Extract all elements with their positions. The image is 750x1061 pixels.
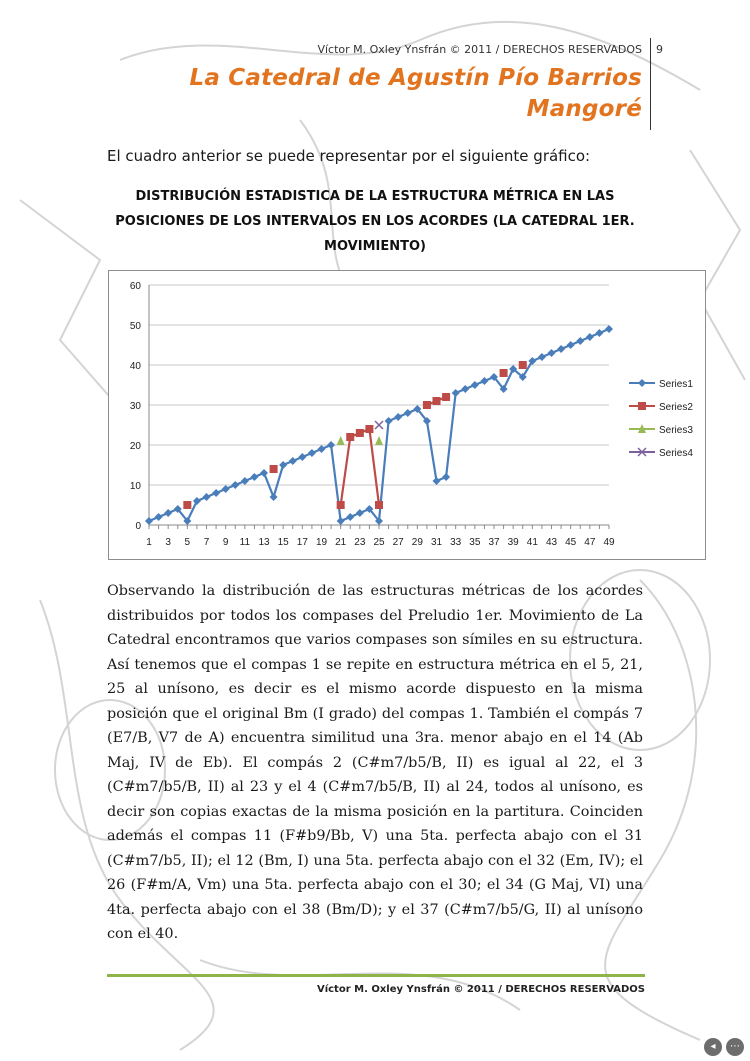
footer-copyright: Víctor M. Oxley Ynsfrán © 2011 / DERECHOS RESERVADOS [316, 984, 645, 995]
x-tick-label: 21 [335, 537, 347, 548]
data-point-series1 [605, 325, 613, 333]
page-number: 9 [656, 43, 663, 56]
y-tick-label: 0 [135, 521, 141, 532]
data-point-series1 [356, 509, 364, 517]
document-title-line1: La Catedral de Agustín Pío Barrios [189, 65, 642, 91]
x-tick-label: 33 [450, 537, 462, 548]
y-tick-label: 10 [129, 481, 141, 492]
data-point-series1 [250, 473, 258, 481]
data-point-series1 [298, 453, 306, 461]
previous-page-icon[interactable]: ◂ [704, 1038, 722, 1056]
line-chart [109, 271, 705, 559]
footer-divider [107, 974, 645, 977]
data-point-series2 [442, 393, 450, 401]
data-point-series1 [145, 517, 153, 525]
x-tick-label: 1 [146, 537, 152, 548]
data-point-series2 [183, 501, 191, 509]
data-point-series1 [318, 445, 326, 453]
data-point-series1 [404, 409, 412, 417]
data-point-series1 [471, 381, 479, 389]
document-title-line2: Mangoré [526, 96, 642, 122]
data-point-series1 [442, 473, 450, 481]
x-tick-label: 27 [392, 537, 404, 548]
data-point-series2 [433, 397, 441, 405]
x-tick-label: 23 [354, 537, 366, 548]
data-point-series1 [289, 457, 297, 465]
x-tick-label: 37 [488, 537, 500, 548]
legend-marker [638, 402, 646, 410]
data-point-series1 [279, 461, 287, 469]
x-tick-label: 39 [507, 537, 519, 548]
header-divider [650, 38, 651, 130]
y-tick-label: 40 [129, 361, 141, 372]
data-point-series2 [519, 361, 527, 369]
data-point-series1 [394, 413, 402, 421]
x-tick-label: 13 [258, 537, 270, 548]
data-point-series1 [327, 441, 335, 449]
data-point-series1 [203, 493, 211, 501]
data-point-series1 [567, 341, 575, 349]
data-point-series1 [337, 517, 345, 525]
data-point-series1 [452, 389, 460, 397]
series-line-series2 [341, 365, 523, 505]
data-point-series1 [212, 489, 220, 497]
data-point-series1 [231, 481, 239, 489]
x-tick-label: 15 [277, 537, 289, 548]
y-tick-label: 50 [129, 321, 141, 332]
y-tick-label: 30 [129, 401, 141, 412]
x-tick-label: 5 [184, 537, 191, 548]
x-tick-label: 47 [584, 537, 596, 548]
data-point-series1 [385, 417, 393, 425]
data-point-series1 [155, 513, 163, 521]
x-tick-label: 49 [603, 537, 615, 548]
menu-icon[interactable]: ⋯ [726, 1038, 744, 1056]
data-point-series4 [375, 421, 383, 429]
data-point-series1 [260, 469, 268, 477]
legend-label: Series3 [659, 425, 693, 436]
x-tick-label: 19 [315, 537, 328, 548]
data-point-series1 [193, 497, 201, 505]
legend-label: Series1 [659, 379, 693, 390]
data-point-series1 [308, 449, 316, 457]
data-point-series2 [423, 401, 431, 409]
data-point-series1 [461, 385, 469, 393]
data-point-series1 [270, 493, 278, 501]
y-tick-label: 60 [129, 281, 141, 292]
data-point-series2 [337, 501, 345, 509]
legend-label: Series2 [659, 402, 693, 413]
data-point-series3 [337, 436, 345, 445]
x-tick-label: 11 [239, 537, 251, 548]
x-tick-label: 41 [526, 537, 538, 548]
data-point-series1 [433, 477, 441, 485]
x-tick-label: 43 [545, 537, 558, 548]
chart-heading: DISTRIBUCIÓN ESTADISTICA DE LA ESTRUCTURA MÉTRICA EN LAS POSICIONES DE LOS INTERVALOS EN LOS ACORDES (LA CATEDRAL 1ER. MOVIMIENTO) [115, 189, 635, 254]
data-point-series1 [480, 377, 488, 385]
intro-paragraph: El cuadro anterior se puede representar por el siguiente gráfico: [107, 147, 591, 165]
legend-label: Series4 [659, 448, 693, 459]
data-point-series2 [500, 369, 508, 377]
data-point-series2 [346, 433, 354, 441]
data-point-series1 [586, 333, 594, 341]
x-tick-label: 31 [430, 537, 443, 548]
x-tick-label: 9 [222, 537, 229, 548]
data-point-series2 [375, 501, 383, 509]
legend-marker [638, 379, 646, 387]
data-point-series1 [595, 329, 603, 337]
x-tick-label: 3 [165, 537, 171, 548]
data-point-series1 [557, 345, 565, 353]
data-point-series2 [356, 429, 364, 437]
chart-container [108, 270, 706, 560]
data-point-series1 [241, 477, 249, 485]
data-point-series1 [538, 353, 546, 361]
header-copyright: Víctor M. Oxley Ynsfrán © 2011 / DERECHOS RESERVADOS [317, 43, 642, 56]
data-point-series1 [548, 349, 556, 357]
data-point-series3 [375, 436, 383, 445]
data-point-series1 [576, 337, 584, 345]
x-tick-label: 7 [203, 537, 210, 548]
x-tick-label: 29 [411, 537, 423, 548]
y-tick-label: 20 [129, 441, 141, 452]
data-point-series2 [365, 425, 373, 433]
x-tick-label: 25 [373, 537, 385, 548]
data-point-series1 [164, 509, 172, 517]
data-point-series1 [346, 513, 354, 521]
body-paragraph: Observando la distribución de las estructuras métricas de los acordes distribuidos por todos los compases del Preludio 1er. Movimiento de La Catedral encontramos que varios compases son símiles en su estructura. Así tenemos que el compas 1 se repite en estructura métrica en el 5, 21, 25 al unísono, es decir es el mismo acorde dispuesto en la misma posición que el original Bm (I grado) del compas 1. También el compás 7 (E7/B, V7 de A) encuentra similitud una 3ra. menor abajo en el 14 (Ab Maj, IV de Eb). El compás 2 (C#m7/b5/B, II) es igual al 22, el 3 (C#m7/b5/B, II) al 23 y el 4 (C#m7/b5/B, II) al 24, todos al unísono, es decir son copias exactas de la misma posición en la partitura. Coinciden además el compas 11 (F#b9/Bb, V) una 5ta. perfecta abajo con el 31 (C#m7/b5, II); el 12 (Bm, I) una 5ta. perfecta abajo con el 32 (Em, IV); el 26 (F#m/A, Vm) una 5ta. perfecta abajo con el 30; el 34 (G Maj, VI) una 4ta. perfecta abajo con el 38 (Bm/D); y el 37 (C#m7/b5/G, II) al unísono con el 40. [107, 583, 643, 942]
x-tick-label: 17 [296, 537, 308, 548]
x-tick-label: 35 [469, 537, 481, 548]
x-tick-label: 45 [565, 537, 577, 548]
data-point-series2 [270, 465, 278, 473]
data-point-series1 [222, 485, 230, 493]
